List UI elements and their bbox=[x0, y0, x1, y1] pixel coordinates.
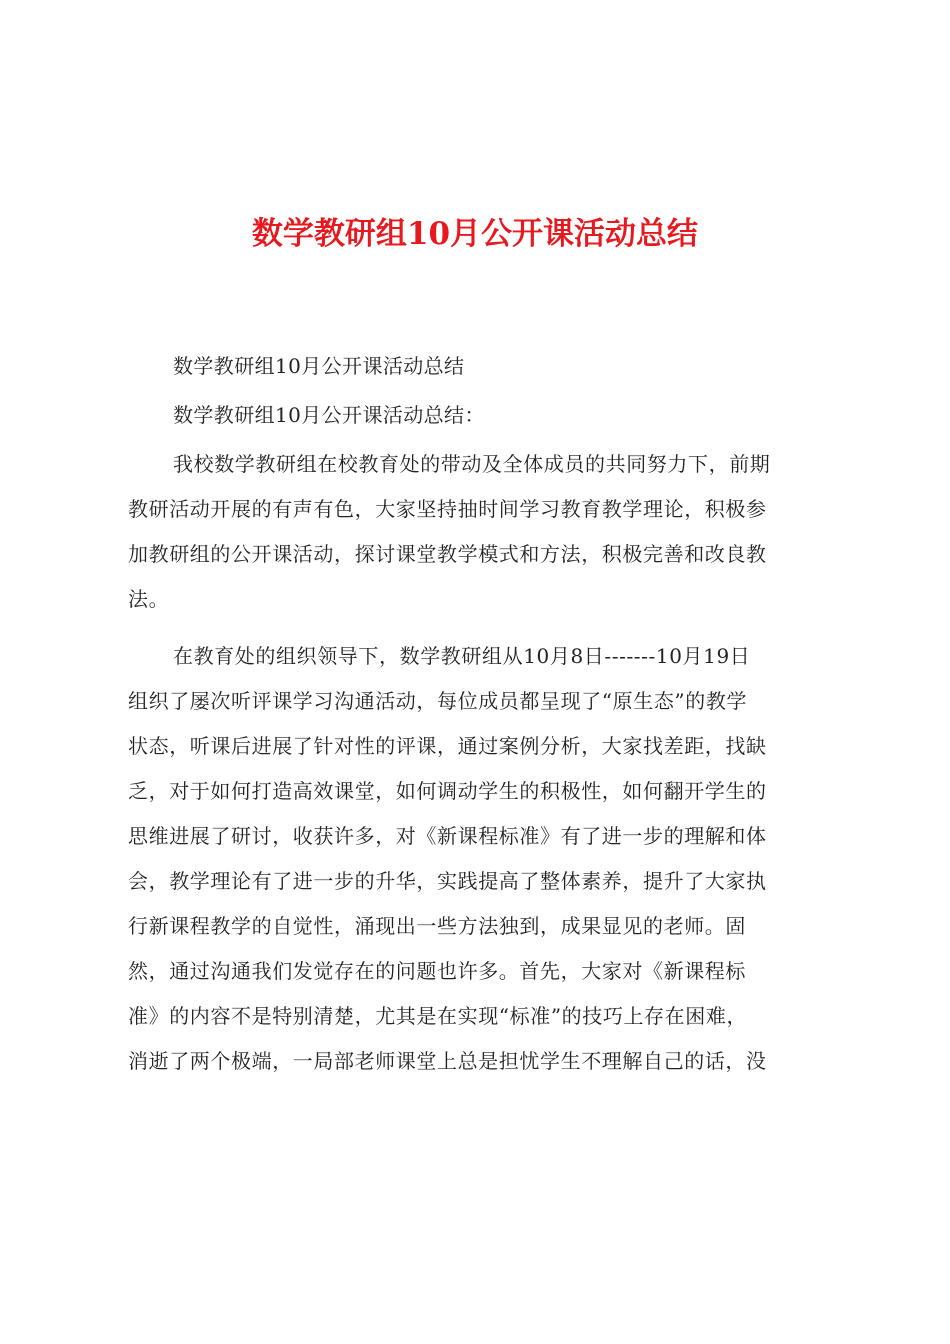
paragraph-line: 组织了屡次听评课学习沟通活动，每位成员都呈现了“原生态”的教学 bbox=[128, 689, 748, 713]
paragraph-line: 然，通过沟通我们发觉存在的问题也许多。首先，大家对《新课程标 bbox=[128, 959, 746, 983]
paragraph-2 bbox=[128, 634, 828, 1084]
paragraph-line: 准》的内容不是特别清楚，尤其是在实现“标准”的技巧上存在困难， bbox=[128, 1004, 748, 1028]
paragraph-line: 在教育处的组织领导下，数学教研组从10月8日-------10月19日 bbox=[173, 644, 751, 668]
document-body bbox=[128, 344, 828, 1096]
paragraph-1 bbox=[128, 442, 828, 622]
paragraph-line: 我校数学教研组在校教育处的带动及全体成员的共同努力下，前期 bbox=[173, 452, 771, 476]
paragraph-line: 思维进展了研讨，收获许多，对《新课程标准》有了进一步的理解和体 bbox=[128, 824, 767, 848]
paragraph-line: 状态，听课后进展了针对性的评课，通过案例分析，大家找差距，找缺 bbox=[128, 734, 767, 758]
paragraph-line: 行新课程教学的自觉性，涌现出一些方法独到，成果显见的老师。固 bbox=[128, 914, 746, 938]
paragraph-line: 会，教学理论有了进一步的升华，实践提高了整体素养，提升了大家执 bbox=[128, 869, 767, 893]
paragraph-line: 教研活动开展的有声有色，大家坚持抽时间学习教育教学理论，积极参 bbox=[128, 497, 767, 521]
subtitle-line: 数学教研组10月公开课活动总结 bbox=[173, 354, 465, 378]
paragraph-line: 乏，对于如何打造高效课堂，如何调动学生的积极性，如何翻开学生的 bbox=[128, 779, 767, 803]
subtitle-line-colon: 数学教研组10月公开课活动总结： bbox=[173, 403, 485, 427]
paragraph-line: 加教研组的公开课活动，探讨课堂教学模式和方法，积极完善和改良教 bbox=[128, 542, 767, 566]
paragraph-line: 法。 bbox=[128, 587, 170, 611]
paragraph-line: 消逝了两个极端，一局部老师课堂上总是担忧学生不理解自己的话，没 bbox=[128, 1049, 767, 1073]
document-title: 数学教研组10月公开课活动总结 bbox=[251, 216, 699, 252]
